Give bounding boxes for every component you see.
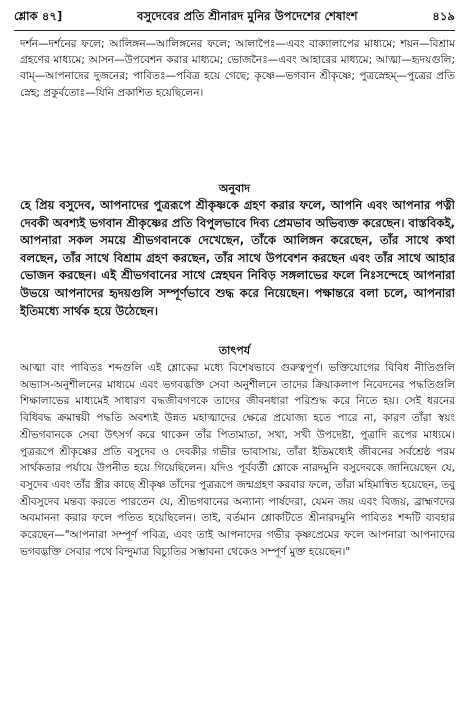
translation-text: হে প্রিয় বসুদেব, আপনাদের পুত্ররূপে শ্রীকৃষ্ণকে গ্রহণ করার ফলে, আপনি এবং আপনার পত্নী দেবকী অবশ্যই ভগবান শ্রীকৃষ্ণের প্রতি বিপুলভাবে দিব্য প্রেমভাব অভিব্যক্ত করেছেন। বাস্তবিকই, আপনারা সকল সময়ে শ্রীভগবানকে দেখেছেন, তাঁকে আলিঙ্গন করেছেন, তাঁর সাথে কথা বলছেন, তাঁর সাথে বিশ্রাম গ্রহণ করছেন, তাঁর সাথে উপবেশন করছেন এবং তাঁর সাথে আহার ভোজন করছেন। এই শ্রীভগবানের সাথে স্নেহঘন নিবিড় সঙ্গলাভের ফলে নিঃসন্দেহে আপনারা উভয়ে আপনাদের হৃদয়গুলি সম্পূর্ণভাবে শুদ্ধ করে নিয়েছেন। পক্ষান্তরে বলা চলে, আপনারা ইতিমধ্যে সার্থক হয়ে উঠেছেন। [20,198,455,318]
page-header [14,6,455,28]
synonyms-paragraph [20,36,455,182]
synonyms-text: দর্শন—দর্শনের ফলে; আলিঙ্গন—আলিঙ্গনের ফলে; আলাপৈঃ—এবং বাক্যালাপের মাধ্যমে; শয়ন—বিশ্রাম গ্রহণের মাধ্যমে; আসন—উপবেশন করার মাধ্যমে; ভোজনৈঃ—এবং আহারের মাধ্যমে; আত্মা—হৃদয়গুলি; বাম্—আপনাদের দুজনের; পাবিতঃ—পবিত্র হয়ে গেছে; কৃষ্ণে—ভগবান শ্রীকৃষ্ণে; পুত্রস্নেহম্—পুত্রের প্রতি স্নেহ; প্রকুর্বতোঃ—যিনি প্রকাশিত হয়েছিলেন। [20,38,455,99]
purport-text: আত্মা বাং পাবিতঃ শব্দগুলি এই শ্লোকের মধ্যে বিশেষভাবে গুরুত্বপূর্ণ। ভক্তিযোগের বিবিধ নীতিগুলি অভ্যাস-অনুশীলনের মাধ্যমে এবং ভগবদ্ভক্তি সেবা অনুশীলনে তাদের ক্রিয়াকলাপ নিবেদনের পদ্ধতিগুলি শিক্ষালাভের মাধ্যমেই সাধারণ বদ্ধজীবগণকে তাদের জীবনধারা পরিশুদ্ধ করে নিতে হয়। সেই ধরনের বিধিবদ্ধ ক্রমান্বয়ী পদ্ধতি অবশ্যই উন্নত মহাত্মাদের ক্ষেত্রে প্রযোজ্য হতে পারে না, কারণ তাঁরা স্বয়ং শ্রীভগবানকে সেবা উৎসর্গ করে থাকেন তাঁর পিতামাতা, সখা, সখী উপদেষ্টা, পুত্রাদি রূপের মাধ্যমে। পুত্ররূপে শ্রীকৃষ্ণের প্রতি বসুদেব ও দেবকীর গভীর ভাবাসায়, তাঁরা ইতিমধ্যেই জীবনের সর্বশ্রেষ্ঠ পরম সার্থকতার পর্যায়ে উপনীত হয়ে গিয়েছিলেন। যদিও পূর্ববর্তী শ্লোকে নারদমুনি বসুদেবকে জানিয়েছেন যে, বসুদেব এবং তাঁর স্ত্রীর কাছে শ্রীকৃষ্ণ তাঁদের পুত্ররূপে জন্মগ্রহণ করবার ফলে, তাঁরা মহিমান্বিত হয়েছেন, তবু শ্রীবসুদেব মন্তব্য করতে পারতেন যে, শ্রীভগবানের অন্যান্য পার্ষদেরা, যেমন জয় এবং বিজয়, ব্রাহ্মণদের অবমাননা করার ফলে পতিত হয়েছিলেন। তাই, বর্তমান শ্লোকটিতে শ্রীনারদমুনি পাবিতঃ শব্দটি ব্যবহার করেছেন—"আপনারা সম্পূর্ণ পবিত্র, এবং তাই আপনাদের গভীর কৃষ্ণপ্রেমের ফলে আপনারা আপনাদের ভগবদ্ভক্তি সেবার পথে বিন্দুমাত্র বিচ্যুতির সম্ভাবনা থেকেও সম্পূর্ণ মুক্ত হয়েছেন।" [20,362,455,558]
header-divider [14,30,455,31]
chapter-title: বসুদেবের প্রতি শ্রীনারদ মুনির উপদেশের শেষাংশ [136,8,358,23]
verse-reference: শ্লোক ৪৭] [14,8,63,23]
purport-paragraph [20,360,455,705]
translation-heading: অনুবাদ [218,182,251,195]
page-number: ৪১৯ [432,8,455,23]
purport-heading: তাৎপর্য [218,344,251,357]
translation-paragraph [20,197,455,342]
